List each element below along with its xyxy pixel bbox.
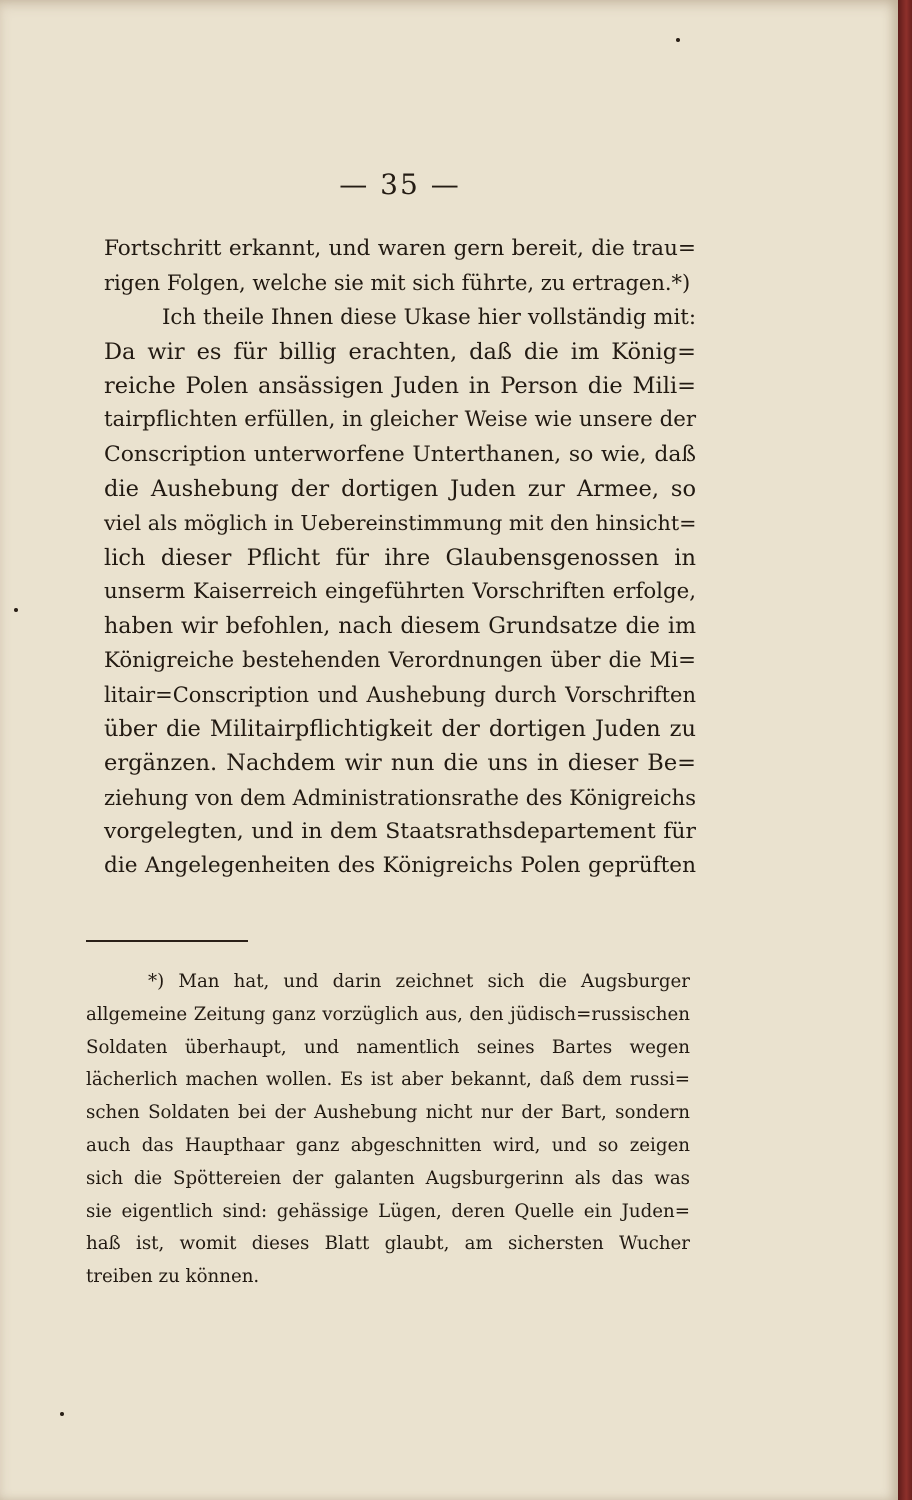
text-line: reiche Polen ansässigen Juden in Person die Mili= (104, 373, 696, 400)
footnote-line: sie eigentlich sind: gehässige Lügen, deren Quelle ein Juden= (86, 1200, 690, 1222)
text-line: über die Militairpflichtigkeit der dortigen Juden zu (104, 716, 696, 743)
text-line: Fortschritt erkannt, und waren gern bereit, die trau= (104, 236, 696, 261)
text-line: unserm Kaiserreich eingeführten Vorschriften erfolge, (104, 578, 696, 604)
text-line: Conscription unterworfene Unterthanen, so wie, daß (104, 441, 696, 467)
text-line: Da wir es für billig erachten, daß die im König= (104, 338, 696, 365)
text-line: ziehung von dem Administrationsrathe des Königreichs (104, 785, 696, 810)
paper-speck (14, 608, 18, 612)
paper-speck (676, 38, 680, 42)
footnote-line: auch das Haupthaar ganz abgeschnitten wird, und so zeigen (86, 1134, 690, 1156)
text-line: Königreiche bestehenden Verordnungen über die Mi= (104, 647, 696, 673)
footnote-line: *) Man hat, und darin zeichnet sich die Augsburger (148, 971, 690, 992)
footnote-line: treiben zu können. (86, 1266, 260, 1288)
footnote-line: lächerlich machen wollen. Es ist aber bekannt, daß dem russi= (86, 1069, 690, 1091)
footnote-line: sich die Spöttereien der galanten Augsburgerinn als das was (86, 1167, 690, 1189)
page-edge (898, 0, 912, 1500)
footnote (86, 966, 690, 1294)
footnote-rule (86, 940, 248, 942)
footnote-line: schen Soldaten bei der Aushebung nicht nur der Bart, sondern (86, 1102, 690, 1124)
text-line: die Angelegenheiten des Königreichs Polen geprüften (104, 853, 696, 879)
text-line: vorgelegten, und in dem Staatsrathsdepartement für (104, 819, 696, 845)
main-text (104, 232, 696, 884)
text-line: viel als möglich in Uebereinstimmung mit den hinsicht= (104, 511, 697, 536)
text-line: litair=Conscription und Aushebung durch Vorschriften (104, 682, 696, 707)
footnote-line: haß ist, womit dieses Blatt glaubt, am sichersten Wucher (86, 1233, 690, 1255)
paper-speck (60, 1412, 64, 1416)
text-line: die Aushebung der dortigen Juden zur Armee, so (104, 476, 696, 503)
footnote-line: Soldaten überhaupt, und namentlich seines Bartes wegen (86, 1036, 690, 1058)
text-line: haben wir befohlen, nach diesem Grundsatze die im (104, 613, 696, 640)
page-number: — 35 — (339, 168, 461, 201)
footnote-line: allgemeine Zeitung ganz vorzüglich aus, den jüdisch=russischen (86, 1003, 690, 1025)
text-line: Ich theile Ihnen diese Ukase hier vollständig mit: (162, 304, 696, 330)
text-line: lich dieser Pflicht für ihre Glaubensgenossen in (104, 544, 696, 571)
text-line: ergänzen. Nachdem wir nun die uns in dieser Be= (104, 750, 696, 777)
text-line: tairpflichten erfüllen, in gleicher Weise wie unsere der (104, 407, 696, 433)
text-line: rigen Folgen, welche sie mit sich führte, zu ertragen.*) (104, 271, 691, 296)
